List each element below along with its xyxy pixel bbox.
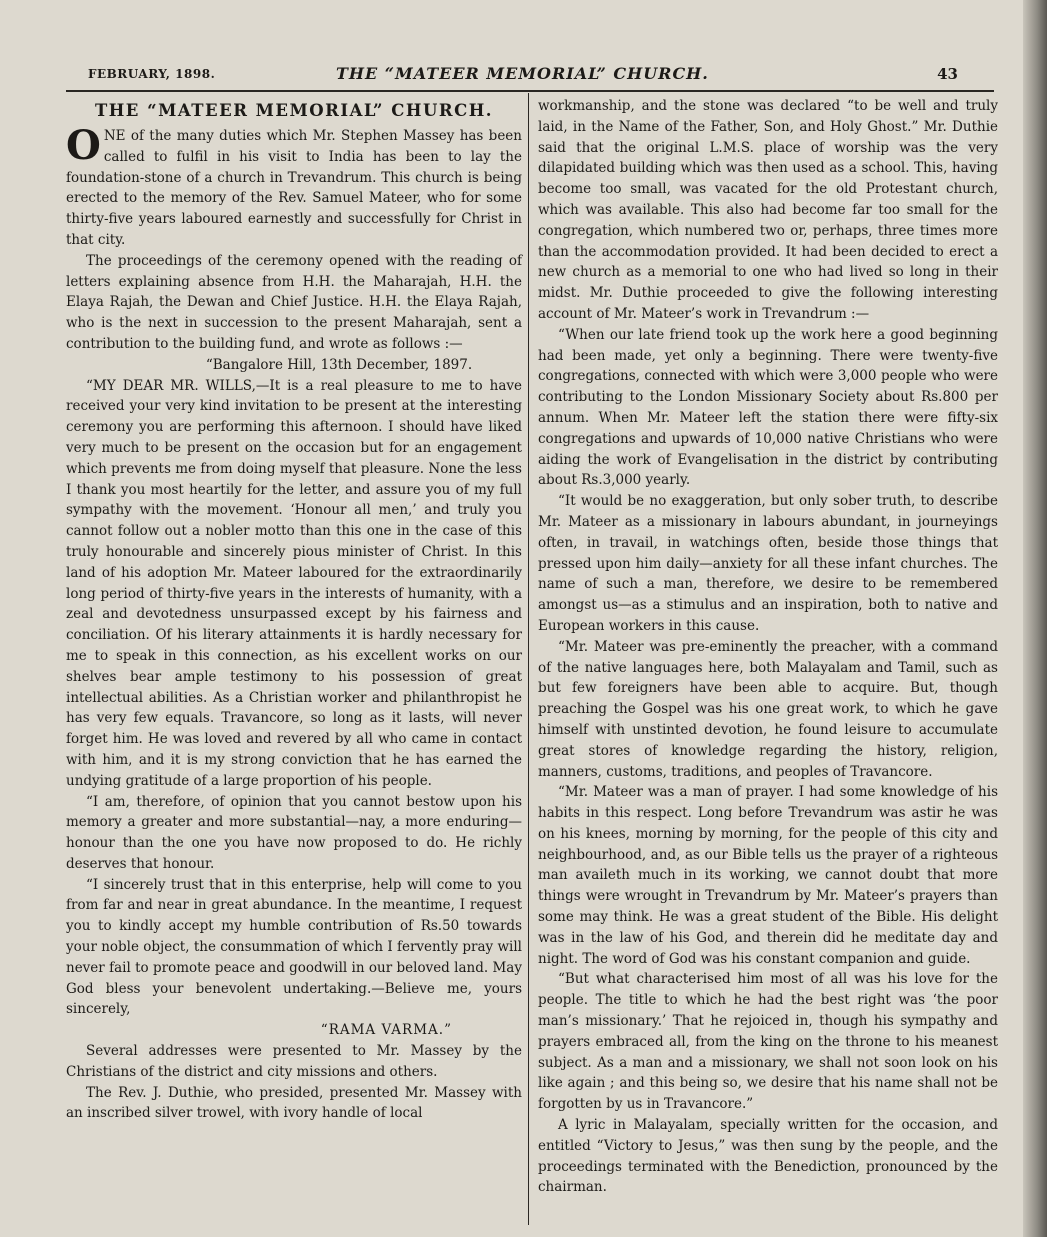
article-title: THE “MATEER MEMORIAL” CHURCH. — [94, 101, 494, 120]
page-edge-shadow — [1023, 0, 1047, 1237]
paragraph: “It would be no exaggeration, but only sober truth, to describe Mr. Mateer as a missionary in labours abundant, in journeyings often, in travail, in watchings often, beside those things that pressed upon him daily—anxiety for all these infant churches. The name of such a man, therefore, we desire to be remembered amongst us—as a stimulus and an inspiration, both to native and European workers in this cause. — [538, 493, 998, 634]
paragraph: The Rev. J. Duthie, who presided, presented Mr. Massey with an inscribed silver trowel, with ivory handle of local — [66, 1084, 522, 1122]
column-divider — [528, 93, 529, 1225]
column-left — [66, 96, 522, 1124]
paragraph: “MY DEAR MR. WILLS,—It is a real pleasure to me to have received your very kind invitation to be present at the interesting ceremony you are performing this afternoon. I should have liked very much to be present on the occasion but for an engagement which prevents me from doing myself that pleasure. None the less I thank you most heartily for the letter, and assure you of my full sympathy with the movement. ‘Honour all men,’ and truly you cannot follow out a nobler motto than this one in the case of this truly honourable and sincerely pious minister of Christ. In this land of his adoption Mr. Mateer laboured for the extraordinarily long period of thirty-five years in the interests of humanity, with a zeal and devotedness unsurpassed except by his fairness and conciliation. Of his literary attainments it is hardly necessary for me to speak in this connection, as his excellent works on our shelves bear ample testimony to his possession of great intellectual abilities. As a Christian worker and philanthropist he has very few equals. Travancore, so long as it lasts, will never forget him. He was loved and revered by all who came in contact with him, and it is my strong conviction that he has earned the undying gratitude of a large proportion of his people. — [66, 377, 522, 789]
running-header — [88, 64, 958, 86]
paragraph: workmanship, and the stone was declared “to be well and truly laid, in the Name of the Father, Son, and Holy Ghost.” Mr. Duthie said that the original L.M.S. place of worship was the very dilapidated building which was then used as a school. This, having become too small, was vacated for the old Protestant church, which was available. This also had become far too small for the congregation, which numbered two or, perhaps, three times more than the accommodation provided. It had been decided to erect a new church as a memorial to one who had lived so long in their midst. Mr. Duthie proceeded to give the following interesting account of Mr. Mateer’s work in Trevandrum :— — [538, 98, 998, 322]
paragraph: A lyric in Malayalam, specially written for the occasion, and entitled “Victory to Jesus,” was then sung by the people, and the proceedings terminated with the Benediction, pronounced by the chairman. — [538, 1117, 998, 1196]
paragraph: “Mr. Mateer was a man of prayer. I had some knowledge of his habits in this respect. Long before Trevandrum was astir he was on his knees, morning by morning, for the people of this city and neighbourhood, and, as our Bible tells us the prayer of a righteous man availeth much in its working, we cannot doubt that more things were wrought in Trevandrum by Mr. Mateer’s prayers than some may think. He was a great student of the Bible. His delight was in the law of his God, and therein did he meditate day and night. The word of God was his constant companion and guide. — [538, 784, 998, 967]
paragraph: “I sincerely trust that in this enterprise, help will come to you from far and near in great abundance. In the meantime, I request you to kindly accept my humble contribution of Rs.50 towards your noble object, the consummation of which I fervently pray will never fail to promote peace and goodwill in our beloved land. May God bless your benevolent undertaking.—Believe me, yours sincerely, — [66, 876, 522, 1018]
paragraph: “When our late friend took up the work here a good beginning had been made, yet only a beginning. There were twenty-five congregations, connected with which were 3,000 people who were contributing to the London Missionary Society about Rs.800 per annum. When Mr. Mateer left the station there were fifty-six congregations and upwards of 10,000 native Christians who were aiding the work of Evangelisation in the district by contributing about Rs.3,000 yearly. — [538, 326, 998, 489]
header-page-number: 43 — [937, 65, 958, 83]
paragraph — [66, 122, 522, 251]
letter-dateline: “Bangalore Hill, 13th December, 1897. — [205, 356, 473, 373]
drop-cap: O — [66, 122, 101, 169]
header-date: FEBRUARY, 1898. — [88, 67, 216, 81]
paragraph: The proceedings of the ceremony opened with the reading of letters explaining absence from H.H. the Maharajah, H.H. the Elaya Rajah, the Dewan and Chief Justice. H.H. the Elaya Rajah, who is the next in succession to the present Maharajah, sent a contribution to the building fund, and wrote as follows :— — [66, 252, 522, 352]
paragraph: “I am, therefore, of opinion that you cannot bestow upon his memory a greater and more substantial—nay, a more enduring—honour than the one you have now proposed to do. He richly deserves that honour. — [66, 793, 522, 872]
paragraph: “Mr. Mateer was pre-eminently the preacher, with a command of the native languages here, both Malayalam and Tamil, such as but few foreigners have been able to acquire. But, though preaching the Gospel was his one great work, to which he gave himself with unstinted devotion, he found leisure to accumulate great stores of knowledge regarding the history, religion, manners, customs, traditions, and peoples of Travancore. — [538, 638, 998, 780]
paragraph-text: NE of the many duties which Mr. Stephen Massey has been called to fulfil in his visit to India has been to lay the foundation-stone of a church in Trevandrum. This church is being erected to the memory of the Rev. Samuel Mateer, who for some thirty-five years laboured earnestly and successfully for Christ in that city. — [66, 128, 522, 248]
header-running-title: THE “MATEER MEMORIAL” CHURCH. — [336, 64, 709, 83]
header-rule — [66, 90, 994, 92]
paragraph: “But what characterised him most of all was his love for the people. The title to which he had the best right was ‘the poor man’s missionary.’ That he rejoiced in, though his sympathy and prayers embraced all, from the king on the throne to his meanest subject. As a man and a missionary, we shall not soon look on his like again ; and this being so, we desire that his name shall not be forgotten by us in Travancore.” — [538, 971, 998, 1113]
column-right — [538, 96, 998, 1198]
letter-signature: “RAMA VARMA.” — [320, 1022, 452, 1039]
paragraph: Several addresses were presented to Mr. Massey by the Christians of the district and city missions and others. — [66, 1043, 522, 1080]
